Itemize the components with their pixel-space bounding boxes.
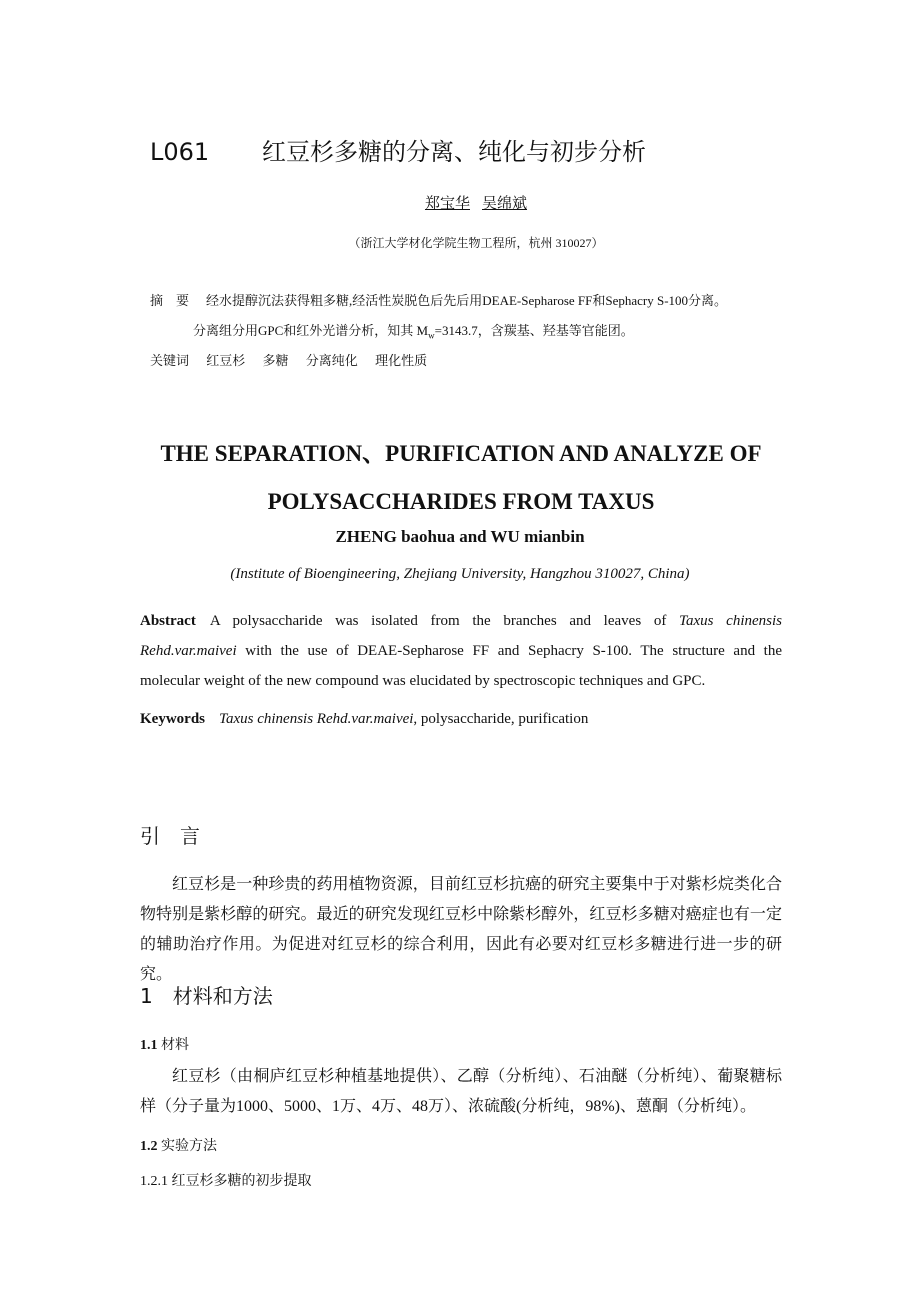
english-authors: ZHENG baohua and WU mianbin	[335, 527, 585, 546]
keywords-label: Keywords	[140, 711, 205, 727]
abstract-text: =3143.7，含羰基、羟基等官能团。	[434, 323, 634, 338]
keyword: 多糖	[262, 353, 289, 368]
subscript: w	[428, 330, 435, 341]
species-name: Taxus chinensis Rehd.var.maivei	[219, 711, 414, 727]
english-affiliation: (Institute of Bioengineering, Zhejiang University, Hangzhou 310027, China)	[230, 566, 690, 582]
abstract-text: 分离组分用GPC和红外光谱分析，知其 M	[193, 323, 429, 338]
keywords-label: 关键词	[150, 353, 190, 368]
chinese-title	[150, 132, 646, 167]
abstract-label: Abstract	[140, 613, 196, 629]
keyword: 分离纯化	[305, 353, 358, 368]
paper-code: L061	[150, 138, 210, 166]
materials-paragraph: 红豆杉（由桐庐红豆杉种植基地提供）、乙醇（分析纯）、石油醚（分析纯）、葡聚糖标样（分子量为1000、5000、1万、4万、48万）、浓硫酸(分析纯，98%)、蒽酮（分析纯）。	[140, 1068, 782, 1115]
english-abstract	[140, 606, 782, 696]
author: 吴绵斌	[482, 196, 528, 212]
section-title: 材料	[161, 1038, 189, 1053]
section-1-2-1-heading: 1.2.1 红豆杉多糖的初步提取	[140, 1174, 312, 1189]
section-number: 1.1	[140, 1038, 158, 1053]
section-1-1-heading	[140, 1034, 189, 1054]
abstract-label: 摘 要	[150, 293, 190, 308]
species-name: Taxus chinensis Rehd.var.maivei	[140, 613, 782, 659]
abstract-text: with the use of DEAE-Sepharose FF and Sephacry S-100. The structure and the molecular weight of the new compound was elucidated by spectroscopic techniques and GPC.	[140, 643, 783, 689]
english-keywords	[140, 711, 588, 728]
author: 郑宝华	[424, 196, 470, 212]
intro-heading: 引 言	[140, 824, 200, 848]
section-1-heading: 1 材料和方法	[140, 984, 273, 1008]
section-1-2-heading	[140, 1135, 217, 1155]
keywords-text: , polysaccharide, purification	[413, 711, 589, 727]
chinese-abstract	[150, 286, 790, 351]
chinese-authors	[0, 192, 920, 213]
abstract-text: A polysaccharide was isolated from the branches and leaves of	[209, 613, 667, 629]
keyword: 理化性质	[375, 353, 428, 368]
section-number: 1.2	[140, 1139, 158, 1154]
intro-paragraph: 红豆杉是一种珍贵的药用植物资源，目前红豆杉抗癌的研究主要集中于对紫杉烷类化合物特别是紫杉醇的研究。最近的研究发现红豆杉中除紫杉醇外，红豆杉多糖对癌症也有一定的辅助治疗作用。为促进对红豆杉的综合利用，因此有必要对红豆杉多糖进行进一步的研究。	[140, 876, 782, 983]
section-title: 实验方法	[161, 1139, 217, 1154]
abstract-text: 经水提醇沉法获得粗多糖,经活性炭脱色后先后用DEAE-Sepharose FF和Sephacry S-100分离。	[206, 293, 728, 308]
keyword: 红豆杉	[206, 353, 246, 368]
english-title: THE SEPARATION、PURIFICATION AND ANALYZE OF POLYSACCHARIDES FROM TAXUS	[160, 441, 762, 514]
chinese-keywords	[150, 350, 441, 369]
chinese-affiliation: （浙江大学材化学院生物工程所，杭州 310027）	[348, 236, 604, 250]
chinese-title-text: 红豆杉多糖的分离、纯化与初步分析	[262, 138, 646, 166]
